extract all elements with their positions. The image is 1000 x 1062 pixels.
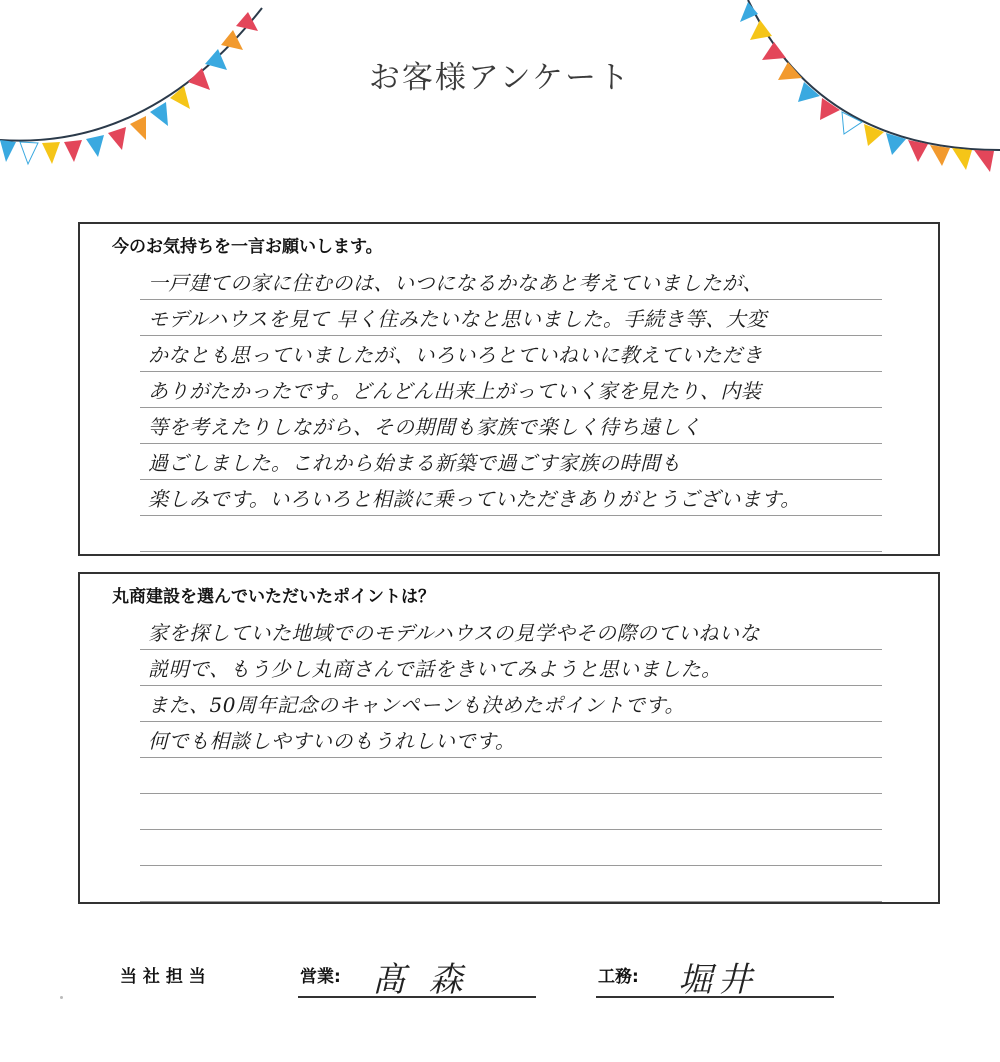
flag [952,148,972,170]
ruled-line [140,480,882,516]
flag [974,150,994,172]
stray-mark [60,996,63,999]
handwritten-text: モデルハウスを見て 早く住みたいなと思いました。手続き等、大変 [148,307,767,331]
construction-underline [596,996,834,998]
ruled-line [140,444,882,480]
handwritten-text: 楽しみです。いろいろと相談に乗っていただきありがとうございます。 [148,487,801,511]
flag [236,12,258,31]
ruled-line [140,758,882,794]
flag [20,142,38,164]
ruled-line [140,516,882,552]
flag [740,2,758,22]
sales-signature: 髙 森 [372,960,469,1000]
staff-footer [0,950,1000,1010]
flag [930,145,950,166]
flag [86,135,104,157]
page-title: お客様アンケート [368,60,632,96]
ruled-line [140,794,882,830]
ruled-line [140,300,882,336]
flag [130,116,146,140]
handwritten-text: 家を探していた地域でのモデルハウスの見学やその際のていねいな [148,621,760,645]
flag [42,142,60,164]
survey-section-feelings [78,222,940,556]
ruled-line [140,614,882,650]
handwritten-text: 何でも相談しやすいのもうれしいです。 [148,729,516,753]
construction-signature: 堀井 [678,960,758,1000]
handwritten-text: 一戸建ての家に住むのは、いつになるかなあと考えていましたが、 [148,271,763,295]
survey-section-reasons [78,572,940,904]
section-heading: 丸商建設を選んでいただいたポイントは？ [112,587,435,607]
construction-label: 工務: [598,967,639,987]
handwritten-text: かなとも思っていましたが、いろいろとていねいに教えていただき [148,343,763,367]
handwritten-text: また、50周年記念のキャンペーンも決めたポイントです。 [148,693,685,717]
ruled-lines [140,614,882,902]
ruled-line [140,686,882,722]
ruled-line [140,408,882,444]
ruled-line [140,336,882,372]
ruled-line [140,264,882,300]
staff-label: 当 社 担 当 [120,967,206,987]
ruled-line [140,372,882,408]
handwritten-text: ありがたかったです。どんどん出来上がっていく家を見たり、内装 [148,379,762,403]
handwritten-text: 過ごしました。これから始まる新築で過ごす家族の時間も [148,451,681,475]
handwritten-text: 等を考えたりしながら、その期間も家族で楽しく待ち遠しく [148,415,702,439]
ruled-lines [140,264,882,552]
ruled-line [140,722,882,758]
ruled-line [140,830,882,866]
section-heading: 今のお気持ちを一言お願いします。 [112,237,383,257]
ruled-line [140,866,882,902]
flag [64,140,82,162]
flag [108,127,126,150]
flag [0,140,16,162]
ruled-line [140,650,882,686]
handwritten-text: 説明で、もう少し丸商さんで話をきいてみようと思いました。 [148,657,722,681]
sales-underline [298,996,536,998]
sales-label: 営業: [300,967,341,987]
